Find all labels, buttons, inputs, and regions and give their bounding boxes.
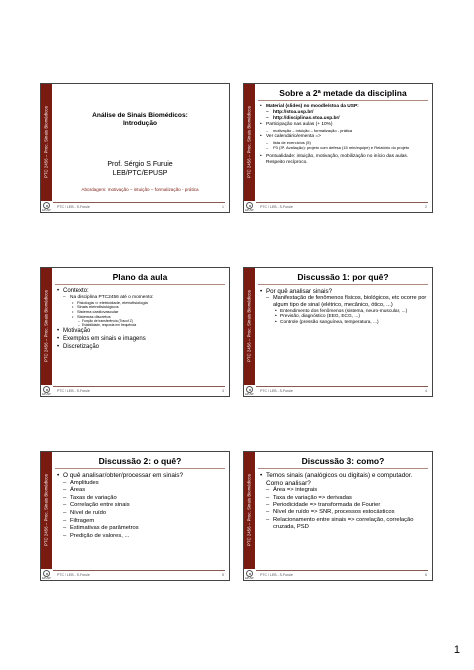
sub-bullet-text: motivação – intuição – formalização - prática [273, 128, 353, 134]
seal-icon [246, 386, 253, 393]
footer-left: PTC / LEB - S.Furuie [57, 205, 90, 209]
slide-title: Discussão 1: por quê? [297, 272, 389, 282]
slide-2 [243, 83, 433, 213]
sub-sub-bullet-text: Fisiologia ⇨ eletricidade, eletrofisiologia [77, 299, 148, 305]
sub-bullet-text: P3 (3ª. Avaliação): projeto com defesa (15 min/equipe) e Relatório do projeto [273, 144, 410, 150]
sub-sub-bullet [260, 320, 428, 326]
bullet-text: Exemplos em sinais e imagens [63, 336, 146, 343]
footer-left: PTC / LEB - S.Furuie [260, 389, 293, 393]
sub-bullet [57, 487, 225, 495]
title-line-1: Análise de Sinais Biomédicos: [92, 112, 188, 119]
slide-5 [40, 451, 230, 581]
bullet-text: Ver calendário/ementa => [266, 134, 321, 140]
footer-left: PTC / LEB - S.Furuie [57, 573, 90, 577]
sub-bullet [260, 487, 428, 494]
sub-bullet-text: Relacionamento entre sinais => correlação, correlação cruzada, PSD [273, 516, 414, 531]
sub-bullet [57, 525, 225, 533]
bullet-text: Material (slides) no moodle/stoa da USP: [266, 104, 359, 109]
sub-bullet-text: Periodicidade => transformada de Fourier [273, 502, 381, 508]
bullet [260, 154, 428, 166]
sidebar-text: PTC 2456 – Proc. Sinais Biomédicos [246, 105, 252, 179]
sidebar-text: PTC 2456 – Proc. Sinais Biomédicos [43, 289, 49, 363]
sub-bullet [57, 502, 225, 510]
bullet [57, 344, 225, 351]
sub-bullet-text: Estimativas de parâmetros [70, 525, 139, 532]
title-divider [55, 468, 225, 469]
slide-body [260, 287, 428, 326]
sidebar-text: PTC 2456 – Proc. Sinais Biomédicos [43, 105, 49, 179]
sub-bullet-text: Área => integrais [273, 487, 318, 494]
bullet-text: Por quê analisar sinais? [266, 288, 333, 295]
sub-bullet-text: Manifestação de fenômenos físicos, biológicos, etc ocorre por algum tipo de sinal (elétrico, mecânico, ótico, ...) [273, 295, 427, 308]
bullet [57, 288, 225, 295]
slide-body [57, 287, 225, 351]
footer-left: PTC / LEB - S.Furuie [260, 205, 293, 209]
bullet-text: Temos sinais (analógicos ou digitais) e computador. Como analisar? [266, 472, 413, 487]
level-4-bullet-text: Estabilidade, resposta em frequência [82, 323, 137, 328]
sub-bullet [260, 509, 428, 516]
author-affiliation: LEB/PTC/EPUSP [112, 170, 168, 177]
level-4-bullet-text: Função de transferência (Tracof Z) [82, 319, 133, 324]
bullet-text: Participação nas aulas (+ 10%) [266, 122, 333, 128]
slide-number: 3 [222, 389, 224, 393]
logo-text: EPUSP [245, 577, 254, 580]
page-number: 1 [453, 644, 460, 656]
footer-divider [53, 570, 225, 571]
logo-text: EPUSP [245, 393, 254, 396]
footer-divider [256, 202, 428, 203]
slide-sidebar [244, 84, 255, 201]
sub-bullet [260, 145, 428, 150]
slide-number: 6 [425, 573, 427, 577]
sub-bullet-text: Na disciplina PTC2456 até o momento: [70, 295, 154, 300]
level-4-bullet [57, 323, 225, 327]
logo-text: EPUSP [245, 209, 254, 212]
sub-bullet [57, 495, 225, 503]
slide-1 [40, 83, 230, 213]
footer-divider [53, 386, 225, 387]
epusp-logo [41, 569, 52, 581]
epusp-logo [41, 385, 52, 397]
footer-left: PTC / LEB - S.Furuie [57, 389, 90, 393]
sub-sub-bullet-text: Previsão, diagnóstico (EEG, ECG, ...) [280, 314, 360, 320]
logo-text: EPUSP [42, 577, 51, 580]
sub-bullet[interactable] [260, 116, 428, 122]
abordagem-text: Abordagem: motivação – intuição – formalização - prática [81, 187, 199, 192]
sub-bullet-text: Áreas [70, 487, 86, 494]
slide-number: 1 [222, 205, 224, 209]
link-stoa[interactable]: http://stoa.usp.br/ [273, 109, 314, 115]
slide-sidebar [244, 268, 255, 385]
slide-number: 5 [222, 573, 224, 577]
sidebar-text: PTC 2456 – Proc. Sinais Biomédicos [246, 473, 252, 547]
bullet [260, 472, 428, 487]
sub-bullet [260, 517, 428, 532]
bullet-text: O quê analisar/obter/processar em sinais? [63, 472, 184, 479]
bullet-text: Motivação [63, 328, 91, 335]
spacer [260, 150, 428, 153]
title-line-2: Introdução [122, 120, 158, 127]
sub-bullet [260, 502, 428, 509]
slide-6 [243, 451, 433, 581]
bullet [57, 472, 225, 480]
bullet-text: Contexto: [63, 288, 89, 294]
sub-bullet [260, 295, 428, 308]
sub-bullet-text: Taxas de variação [70, 494, 117, 501]
sub-bullet-text: Nível de ruído => SNR, processos estocásticos [273, 509, 395, 516]
title-divider [258, 468, 428, 469]
epusp-logo [41, 201, 52, 213]
epusp-logo [244, 569, 255, 581]
bullet-text: Pontualidade: intuição, motivação, mobilização no início das aulas. Respeito recíproco. [266, 153, 409, 165]
footer-divider [53, 202, 225, 203]
slide-sidebar [41, 452, 52, 569]
slide-body [57, 471, 225, 540]
author-name: Prof. Sérgio S Furuie [107, 161, 173, 168]
bullet [57, 336, 225, 343]
sub-sub-bullet-text: Controle (pressão sanguínea, temperatura, ...) [280, 320, 379, 326]
sub-bullet-text: Predição de valores, ... [70, 532, 130, 539]
sub-bullet-text: Amplitudes [70, 479, 99, 486]
slide-title [55, 112, 225, 128]
sub-bullet [260, 128, 428, 133]
title-divider [258, 284, 428, 285]
sub-bullet-text: Filtragem [70, 517, 95, 524]
footer-divider [256, 386, 428, 387]
slide-sidebar [244, 452, 255, 569]
footer-divider [256, 570, 428, 571]
seal-icon [43, 202, 50, 209]
seal-icon [246, 202, 253, 209]
sub-sub-bullet-text: Sistema cardiovascular [77, 309, 119, 314]
epusp-logo [244, 385, 255, 397]
footer-left: PTC / LEB - S.Furuie [260, 573, 293, 577]
seal-icon [43, 570, 50, 577]
sub-bullet [260, 495, 428, 502]
sub-sub-bullet-text: Entendimento dos fenômenos (sistema, neuro-muscular, ...) [280, 308, 408, 314]
sub-sub-bullet-text: Sinais eletrofisiológicos [77, 304, 119, 310]
sidebar-text: PTC 2456 – Proc. Sinais Biomédicos [246, 289, 252, 363]
bullet [57, 328, 225, 335]
bullet-text: Discretização [63, 344, 100, 351]
slide-sidebar [41, 84, 52, 201]
logo-text: EPUSP [42, 393, 51, 396]
sub-bullet [57, 510, 225, 518]
slide-number: 4 [425, 389, 427, 393]
title-divider [55, 284, 225, 285]
sub-sub-bullet-text: Sistemas discretos [77, 313, 111, 319]
slide-4 [243, 267, 433, 397]
author-block [55, 160, 225, 178]
slide-title: Discussão 3: como? [301, 456, 385, 466]
slide-number: 2 [425, 205, 427, 209]
link-disciplinas[interactable]: http://disciplinas.stoa.usp.br/ [273, 115, 340, 121]
sub-bullet-text: Nível de ruído [70, 509, 107, 516]
epusp-logo [244, 201, 255, 213]
slide-body [260, 103, 428, 166]
slide-title: Plano da aula [112, 272, 168, 282]
sub-bullet-text: Correlação entre sinais [70, 502, 130, 509]
sub-bullet-text: lista de exercícios (5) [273, 139, 311, 145]
logo-text: EPUSP [42, 209, 51, 212]
bullet [260, 288, 428, 295]
slide-sidebar [41, 268, 52, 385]
sub-bullet [57, 518, 225, 526]
slide-title: Discussão 2: o quê? [98, 456, 182, 466]
sub-bullet [57, 533, 225, 541]
slide-body [260, 471, 428, 532]
slide-title: Sobre a 2ª metade da disciplina [279, 88, 407, 98]
sidebar-text: PTC 2456 – Proc. Sinais Biomédicos [43, 473, 49, 547]
sub-bullet-text: Taxa de variação => derivadas [273, 494, 352, 501]
seal-icon [43, 386, 50, 393]
slide-3 [40, 267, 230, 397]
seal-icon [246, 570, 253, 577]
title-divider [258, 100, 428, 101]
